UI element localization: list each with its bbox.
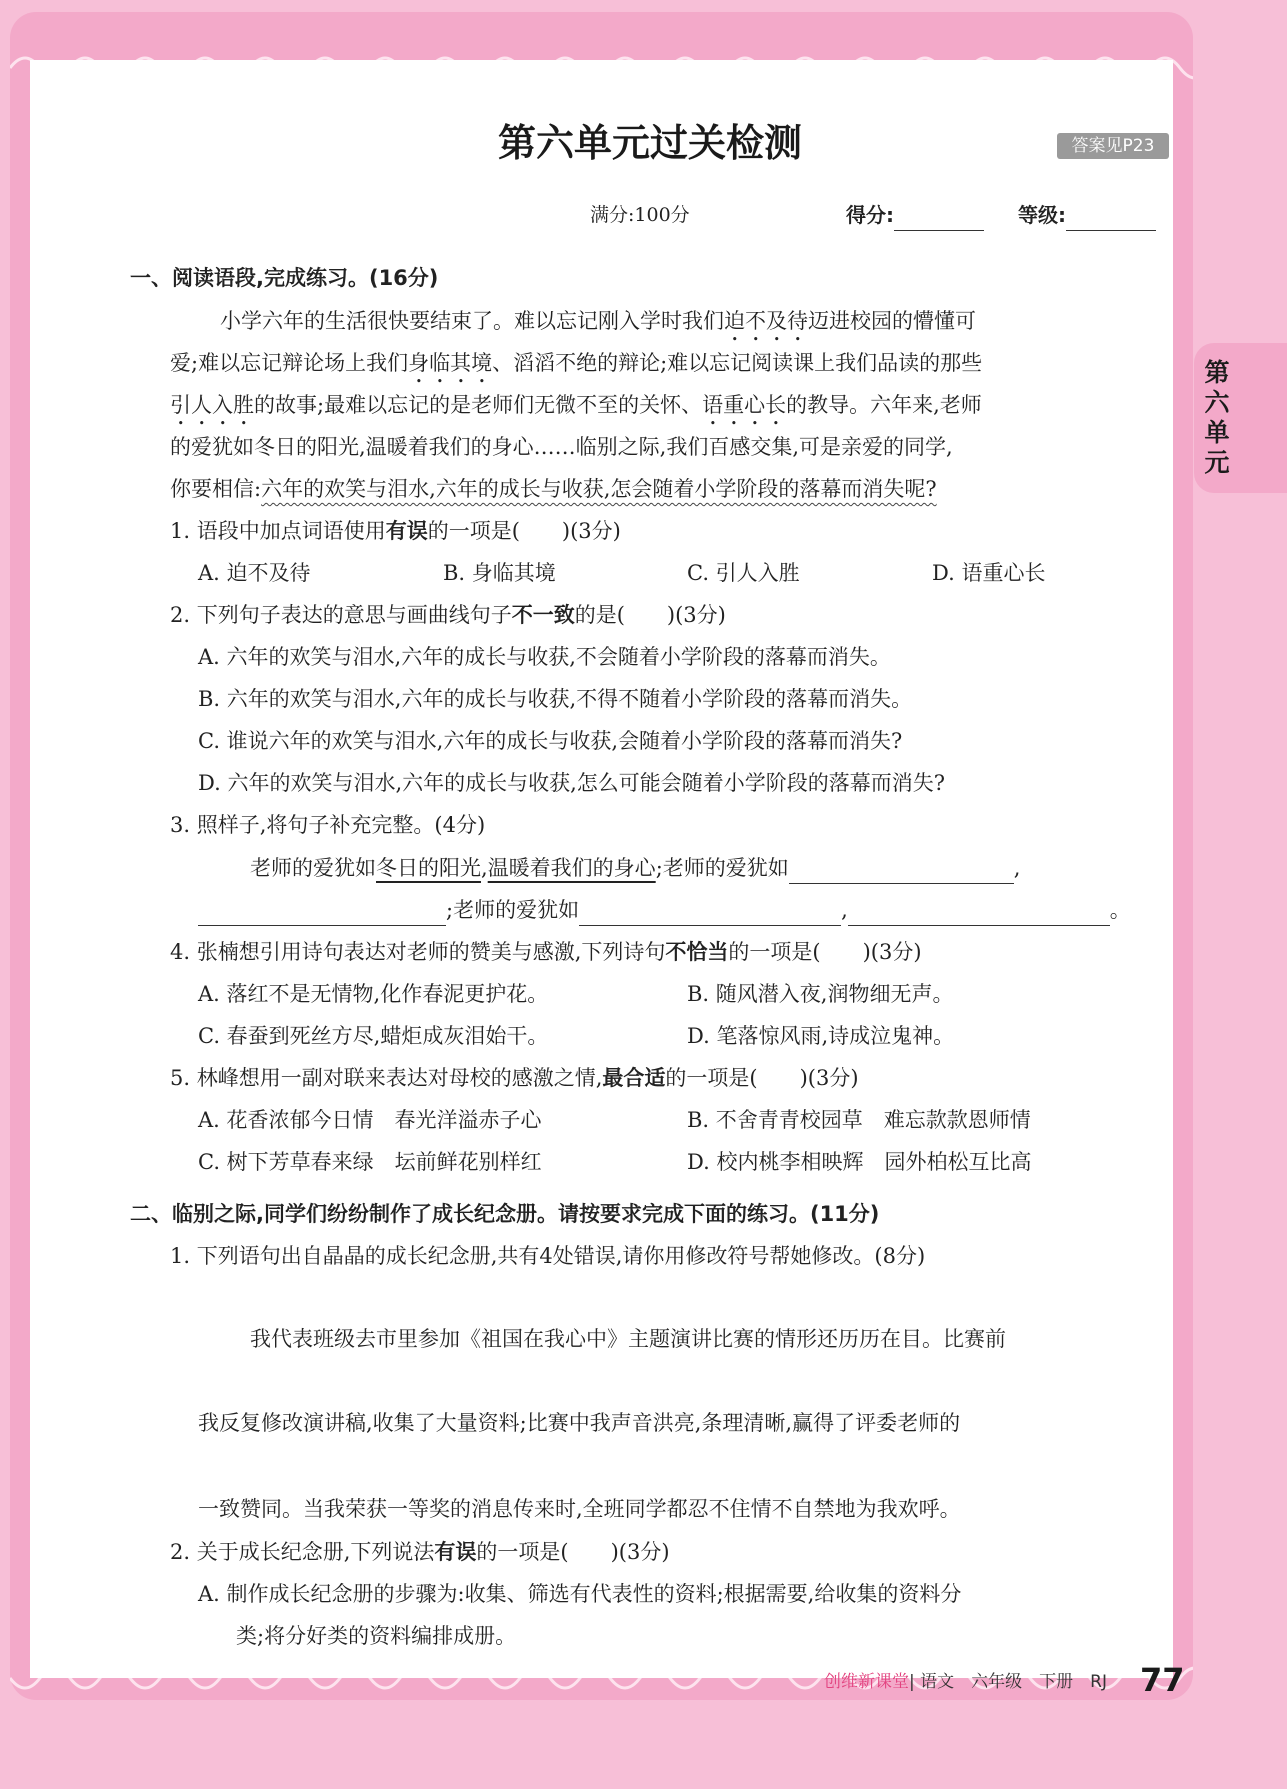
q3-example-line	[250, 852, 1020, 884]
dotted-word: 迫不及待	[724, 309, 808, 333]
q5-emphasis: 最合适	[602, 1066, 666, 1090]
q1-option-a[interactable]: A. 迫不及待	[198, 561, 311, 585]
passage-line-2	[170, 347, 982, 388]
q2-text: 2. 下列句子表达的意思与画曲线句子	[170, 603, 512, 627]
q3-text: ,	[841, 898, 848, 922]
q2-text: 的是( )(3分)	[574, 603, 726, 627]
s2-q2-option-a-line-1[interactable]: A. 制作成长纪念册的步骤为:收集、筛选有代表性的资料;根据需要,给收集的资料分	[198, 1582, 962, 1606]
q2-stem	[170, 599, 726, 631]
passage-text: 迈进校园的懵懂可	[808, 309, 976, 333]
q1-option-d[interactable]: D. 语重心长	[932, 561, 1046, 585]
footer-book-info: | 语文 六年级 下册 RJ	[909, 1672, 1107, 1692]
s2-q2-text: 的一项是( )(3分)	[476, 1540, 670, 1564]
q2-emphasis: 不一致	[511, 603, 575, 627]
passage-text: 你要相信:	[170, 477, 262, 501]
passage-text: 小学六年的生活很快要结束了。难以忘记刚入学时我们	[220, 309, 724, 333]
passage-text: 爱;难以忘记辩论场上我们	[170, 351, 409, 375]
section1-heading: 一、阅读语段,完成练习。(16分)	[130, 266, 439, 290]
q2-option-a[interactable]: A. 六年的欢笑与泪水,六年的成长与收获,不会随着小学阶段的落幕而消失。	[198, 645, 891, 669]
passage-text: 、滔滔不绝的辩论;难以忘记阅读课上我们品读的那些	[492, 351, 983, 375]
q4-stem	[170, 936, 922, 968]
s2-q2-stem	[170, 1536, 670, 1568]
q1-text: 1. 语段中加点词语使用	[170, 519, 386, 543]
q4-text: 4. 张楠想引用诗句表达对老师的赞美与感激,下列诗句	[170, 940, 666, 964]
grade-label: 等级:	[1018, 203, 1066, 227]
q5-text: 5. 林峰想用一副对联来表达对母校的感激之情,	[170, 1066, 603, 1090]
q2-option-b[interactable]: B. 六年的欢笑与泪水,六年的成长与收获,不得不随着小学阶段的落幕而消失。	[198, 687, 913, 711]
q4-option-b[interactable]: B. 随风潜入夜,润物细无声。	[687, 982, 954, 1006]
q3-stem: 3. 照样子,将句子补充完整。(4分)	[170, 813, 486, 837]
q5-option-d[interactable]: D. 校内桃李相映辉 园外柏松互比高	[687, 1150, 1032, 1174]
s2-q2-option-a-line-2: 类;将分好类的资料编排成册。	[236, 1624, 517, 1648]
q2-option-c[interactable]: C. 谁说六年的欢笑与泪水,六年的成长与收获,会随着小学阶段的落幕而消失?	[198, 729, 903, 753]
grade-field	[1018, 200, 1156, 231]
full-score: 满分:100分	[590, 204, 690, 226]
q3-text: 老师的爱犹如	[250, 856, 376, 880]
footer-brand: 创维新课堂	[824, 1672, 909, 1692]
q4-option-a[interactable]: A. 落红不是无情物,化作春泥更护花。	[198, 982, 549, 1006]
q4-emphasis: 不恰当	[665, 940, 729, 964]
dotted-word: 语重心长	[702, 393, 787, 417]
q3-text: ,	[1013, 856, 1021, 880]
q4-option-d[interactable]: D. 笔落惊风雨,诗成泣鬼神。	[687, 1024, 955, 1048]
passage-line-1	[220, 305, 976, 346]
score-label: 得分:	[846, 203, 894, 227]
q3-fill-line	[198, 894, 1131, 926]
q1-stem	[170, 515, 621, 547]
passage-text: 的故事;最难以忘记的是老师们无微不至的关怀、	[254, 393, 703, 417]
s2-q1-line-1: 我代表班级去市里参加《祖国在我心中》主题演讲比赛的情形还历历在目。比赛前	[250, 1327, 1006, 1351]
q4-option-c[interactable]: C. 春蚕到死丝方尽,蜡炬成灰泪始干。	[198, 1024, 549, 1048]
q5-option-c[interactable]: C. 树下芳草春来绿 坛前鲜花别样红	[198, 1150, 542, 1174]
q1-option-c[interactable]: C. 引人入胜	[687, 561, 800, 585]
s2-q2-text: 2. 关于成长纪念册,下列说法	[170, 1540, 435, 1564]
q3-text: ;老师的爱犹如	[655, 856, 789, 880]
q3-underlined: 温暖着我们的身心	[487, 856, 656, 880]
q3-blank-4[interactable]	[848, 901, 1110, 926]
answer-reference-badge: 答案见P23	[1057, 133, 1169, 159]
page-title: 第六单元过关检测	[497, 121, 802, 165]
score-field	[846, 200, 984, 231]
footer-info	[824, 1665, 1107, 1699]
grade-blank[interactable]	[1066, 208, 1156, 231]
s2-q1-line-2: 我反复修改演讲稿,收集了大量资料;比赛中我声音洪亮,条理清晰,赢得了评委老师的	[198, 1411, 961, 1435]
q1-emphasis: 有误	[385, 519, 428, 543]
q5-text: 的一项是( )(3分)	[665, 1066, 859, 1090]
passage-line-5	[170, 473, 937, 505]
q3-blank-3[interactable]	[579, 901, 841, 926]
score-blank[interactable]	[894, 208, 984, 231]
q4-text: 的一项是( )(3分)	[728, 940, 922, 964]
dotted-word: 身临其境	[408, 351, 493, 375]
q1-option-b[interactable]: B. 身临其境	[443, 561, 556, 585]
q3-underlined: 冬日的阳光	[376, 856, 481, 880]
s2-q2-emphasis: 有误	[434, 1540, 477, 1564]
q3-text: ;老师的爱犹如	[446, 898, 580, 922]
q2-option-d[interactable]: D. 六年的欢笑与泪水,六年的成长与收获,怎么可能会随着小学阶段的落幕而消失?	[198, 771, 946, 795]
q3-text: 。	[1109, 898, 1131, 922]
passage-line-4: 的爱犹如冬日的阳光,温暖着我们的身心……临别之际,我们百感交集,可是亲爱的同学,	[170, 435, 953, 459]
q5-option-a[interactable]: A. 花香浓郁今日情 春光洋溢赤子心	[198, 1108, 542, 1132]
q3-text: ,	[481, 856, 488, 880]
page-number: 77	[1140, 1661, 1185, 1699]
q1-text: 的一项是( )(3分)	[427, 519, 621, 543]
s2-q1-line-3: 一致赞同。当我荣获一等奖的消息传来时,全班同学都忍不住情不自禁地为我欢呼。	[198, 1497, 961, 1521]
q5-stem	[170, 1062, 859, 1094]
unit-tab-label: 第六单元	[1204, 358, 1230, 477]
q5-option-b[interactable]: B. 不舍青青校园草 难忘款款恩师情	[687, 1108, 1031, 1132]
s2-q1-stem: 1. 下列语句出自晶晶的成长纪念册,共有4处错误,请你用修改符号帮她修改。(8分)	[170, 1244, 926, 1268]
q3-blank-2[interactable]	[198, 901, 446, 926]
q3-blank-1[interactable]	[789, 859, 1014, 884]
wavy-underlined-sentence: 六年的欢笑与泪水,六年的成长与收获,怎会随着小学阶段的落幕而消失呢?	[261, 477, 937, 501]
passage-text: 的教导。六年来,老师	[786, 393, 982, 417]
section2-heading: 二、临别之际,同学们纷纷制作了成长纪念册。请按要求完成下面的练习。(11分)	[130, 1202, 880, 1226]
dotted-word: 引人入胜	[170, 393, 254, 417]
passage-line-3	[170, 389, 982, 430]
